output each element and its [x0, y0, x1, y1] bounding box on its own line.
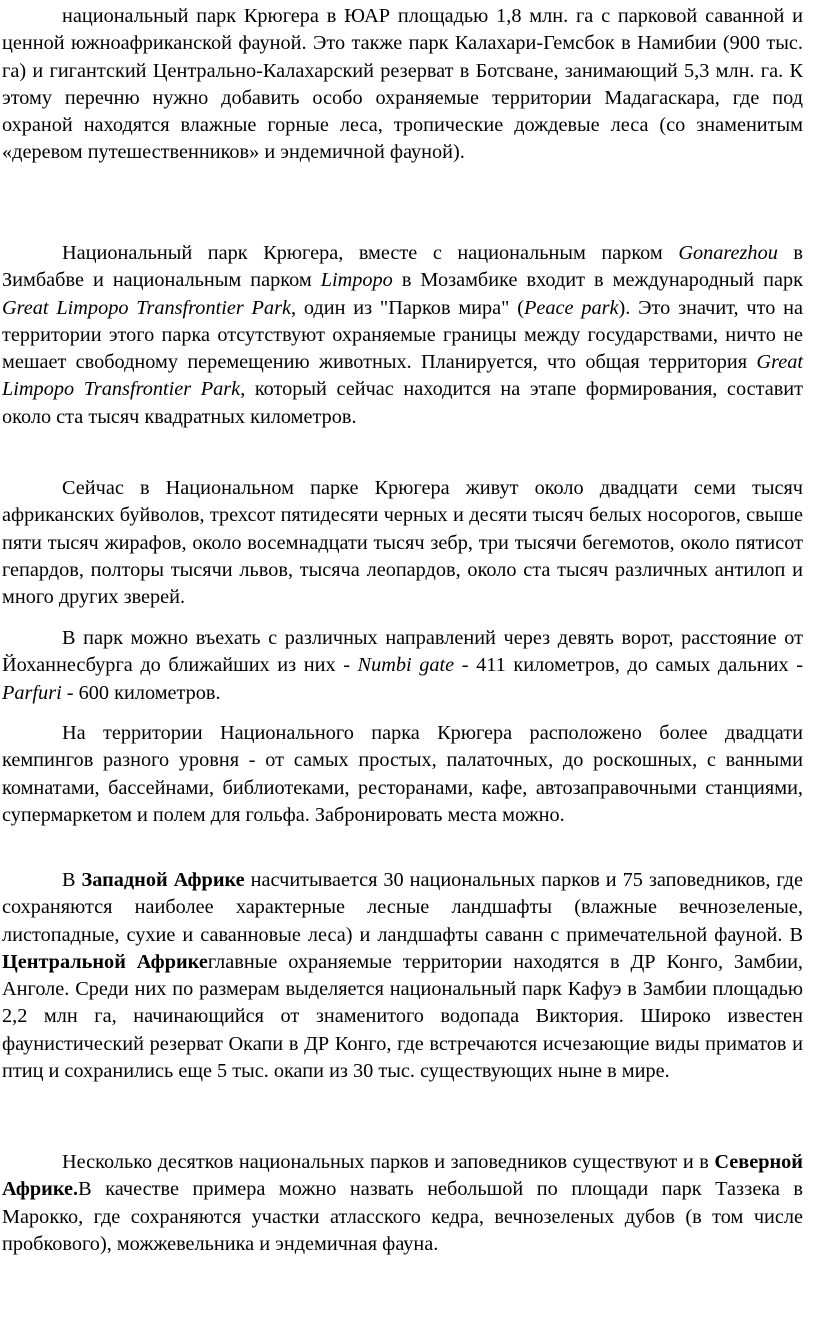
text-run: Национальный парк Крюгера, вместе с национальным парком	[62, 242, 679, 264]
paragraph-park-gates	[2, 625, 803, 707]
park-name-great-limpopo: Great Limpopo Transfrontier Park	[2, 296, 291, 319]
text-run: , который сейчас находится на этапе формирования, составит около ста тысяч квадратных километров.	[2, 378, 803, 428]
paragraph-kruger-intro	[2, 3, 803, 167]
text-run: , один из "Парков мира" (	[290, 296, 524, 319]
text-run: - 411 километров, до самых дальних -	[454, 654, 803, 677]
text-run: В парк можно въехать с различных направлений через девять ворот, расстояние от Йоханнесбурга до ближайших из них -	[2, 627, 803, 677]
gate-name-numbi: Numbi gate	[357, 654, 455, 677]
text-run: ). Это значит, что на территории этого парка отсутствуют охраняемые границы между государствами, ничто не мешает свободному перемещению животных. Планируется, что общая территория	[2, 296, 803, 374]
region-central-africa: Центральной Африке	[2, 950, 208, 973]
text-run: - 600 километров.	[61, 681, 221, 704]
paragraph-animal-population	[2, 475, 803, 611]
term-peace-park: Peace park	[524, 296, 619, 319]
paragraph-text: Сейчас в Национальном парке Крюгера живут около двадцати семи тысяч африканских буйволов, трехсот пятидесяти черных и десяти тысяч белых носорогов, свыше пяти тысяч жирафов, около восемнадцати тысяч зебр, три тысячи бегемотов, около пятисот гепардов, полторы тысячи львов, тысяча леопардов, около ста тысяч различных антилоп и много других зверей.	[2, 477, 803, 609]
park-name-gonarezhou: Gonarezhou	[678, 242, 778, 264]
paragraph-campsites	[2, 720, 803, 829]
region-north-africa: Северной Африке.	[2, 1151, 803, 1201]
text-run: насчитывается 30 национальных парков и 75 заповедников, где сохраняются наиболее характерные лесные ландшафты (влажные вечнозеленые, листопадные, сухие и саванновые леса) и ландшафты саванн с примечательной фауной. В	[2, 869, 804, 946]
text-run: в Зимбабве и национальным парком	[2, 242, 803, 292]
text-run: главные охраняемые территории находятся в ДР Конго, Замбии, Анголе. Среди них по размерам выделяется национальный парк Кафуэ в Замбии площадью 2,2 млн га, начинающийся от знаменитого водопада Виктория. Широко известен фаунистический резерват Окапи в ДР Конго, где встречаются исчезающие виды приматов и птиц и сохранились еще 5 тыс. окапи из 30 тыс. существующих ныне в мире.	[2, 950, 804, 1083]
park-name-great-limpopo: Great Limpopo Transfrontier Park	[2, 351, 803, 401]
text-run: В	[62, 869, 82, 891]
paragraph-text: национальный парк Крюгера в ЮАР площадью 1,8 млн. га с парковой саванной и ценной южноафриканской фауной. Это также парк Калахари-Гемсбок в Намибии (900 тыс. га) и гигантский Центрально-Калахарский резерват в Ботсване, занимающий 5,3 млн. га. К этому перечню нужно добавить особо охраняемые территории Мадагаскара, где под охраной находятся влажные горные леса, тропические дождевые леса (со знаменитым «деревом путешественников» и эндемичной фауной).	[2, 5, 803, 164]
text-run: в Мозамбике входит в международный парк	[392, 269, 803, 292]
text-run: Несколько десятков национальных парков и заповедников существуют и в	[62, 1151, 715, 1173]
text-run: В качестве примера можно назвать небольшой по площади парк Таззека в Марокко, где сохраняются участки атласского кедра, вечнозеленых дубов (в том числе пробкового), можжевельника и эндемичная фауна.	[2, 1178, 803, 1255]
region-west-africa: Западной Африке	[81, 869, 245, 891]
park-name-limpopo: Limpopo	[320, 269, 393, 292]
paragraph-north-africa	[2, 1149, 803, 1258]
paragraph-great-limpopo	[2, 240, 803, 431]
gate-name-parfuri: Parfuri	[2, 681, 62, 704]
paragraph-text: На территории Национального парка Крюгера расположено более двадцати кемпингов разного уровня - от самых простых, палаточных, до роскошных, с ванными комнатами, бассейнами, библиотеками, ресторанами, кафе, автозаправочными станциями, супермаркетом и полем для гольфа. Забронировать места можно.	[2, 722, 803, 826]
paragraph-west-central-africa	[2, 867, 803, 1085]
